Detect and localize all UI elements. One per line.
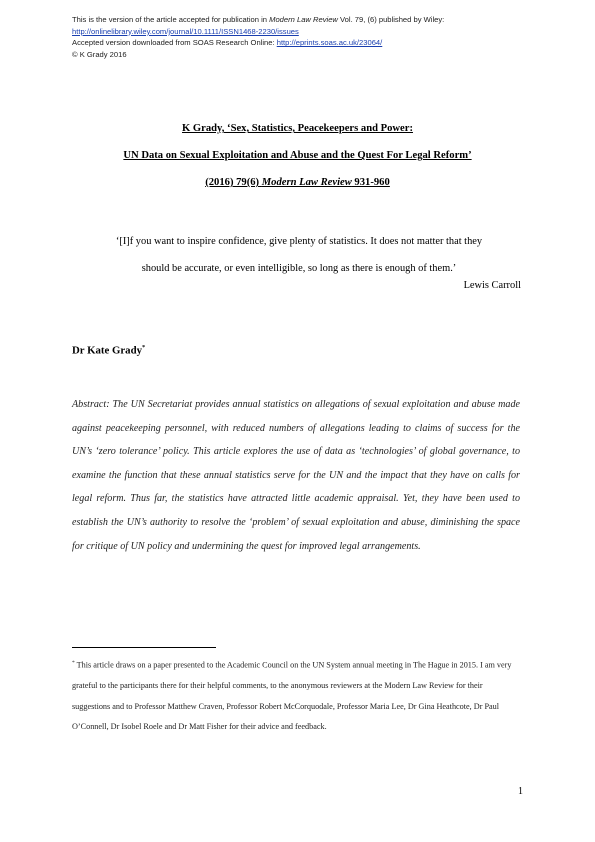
epigraph-line-1: ‘[I]f you want to inspire confidence, give plenty of statistics. It does not matter that they (115, 236, 483, 247)
publication-notice-rest: Vol. 79, (6) published by Wiley: (337, 15, 445, 24)
author-name: Dr Kate Grady* (72, 344, 146, 357)
soas-download-text: Accepted version downloaded from SOAS Research Online: (72, 38, 277, 48)
citation-title-line-3: (2016) 79(6) Modern Law Review 931-960 (205, 177, 390, 188)
footnote-separator (72, 647, 216, 648)
repository-header (72, 14, 542, 60)
footnote-marker[interactable]: * (141, 344, 146, 351)
publication-notice-text: This is the version of the article accepted for publication in (72, 15, 270, 24)
footnote-text: This article draws on a paper presented to the Academic Council on the UN System annual meeting in The Hague in 2015. I am very grateful to the participants there for their helpful comments, to the anonymous reviewers at the Modern Law Review for their suggestions and to Professor Matthew Craven, Professor Robert McCorquodale, Professor Maria Lee, Dr Gina Heathcote, Dr Paul O’Connell, Dr Isobel Roele and Dr Matt Fisher for their advice and feedback. (72, 660, 512, 731)
publication-notice (72, 14, 542, 26)
footnote (72, 653, 520, 737)
footnote-mark: * (72, 660, 75, 666)
abstract-paragraph: Abstract: The UN Secretariat provides annual statistics on allegations of sexual exploitation and abuse made against peacekeeping personnel, with reduced numbers of allegations leading to claims of success for the UN’s ‘zero tolerance’ policy. This article explores the use of data as ‘technologies’ of global governance, to examine the function that these annual statistics serve for the UN and the impact that they have on calls for legal reform. Thus far, the statistics have attracted little academic appraisal. Yet, they have been used to establish the UN’s authority to resolve the ‘problem’ of sexual exploitation and abuse, diminishing the space for critique of UN policy and undermining the quest for improved legal arrangements. (72, 399, 520, 552)
page-number: 1 (518, 786, 523, 797)
epigraph-quote (80, 228, 518, 282)
soas-eprints-link[interactable]: http://eprints.soas.ac.uk/23064/ (276, 38, 383, 48)
citation-title-line-1: K Grady, ‘Sex, Statistics, Peacekeepers and Power: (182, 123, 413, 134)
wiley-issues-link[interactable]: http://onlinelibrary.wiley.com/journal/10.1111/ISSN1468-2230/issues (72, 26, 299, 36)
epigraph-line-2: should be accurate, or even intelligible, so long as there is enough of them.’ (141, 263, 457, 274)
epigraph-attribution: Lewis Carroll (463, 280, 521, 291)
citation-title-line-2: UN Data on Sexual Exploitation and Abuse and the Quest For Legal Reform’ (123, 150, 472, 161)
journal-name: Modern Law Review (269, 15, 338, 24)
copyright-notice: © K Grady 2016 (72, 49, 127, 59)
